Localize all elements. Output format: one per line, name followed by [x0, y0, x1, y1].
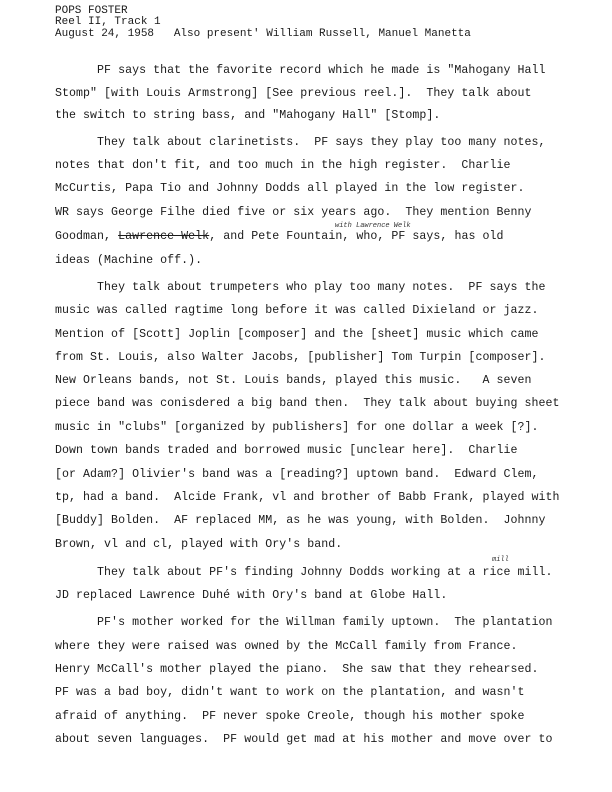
p1-line-2: Stomp" [with Louis Armstrong] [See previous reel.]. They talk about [55, 87, 532, 100]
p3-line-2: music was called ragtime long before it was called Dixieland or jazz. [55, 304, 539, 317]
mill-annotation: mill [492, 556, 509, 564]
header-date: August 24, 1958 Also present' William Russell, Manuel Manetta [55, 28, 471, 40]
p4-line-1: They talk about PF's finding Johnny Dodds working at a rice mill. [55, 566, 553, 579]
p3-line-11: [Buddy] Bolden. AF replaced MM, as he was young, with Bolden. Johnny [55, 514, 546, 527]
interlinear-annotation: with Lawrence Welk [335, 222, 411, 230]
p1-line-1: PF says that the favorite record which he made is "Mahogany Hall [55, 64, 546, 77]
p3-line-12: Brown, vl and cl, played with Ory's band. [55, 538, 343, 551]
p2-line-5a: Goodman, [55, 230, 119, 243]
p2-line-6: ideas (Machine off.). [55, 254, 203, 267]
p5-line-6: about seven languages. PF would get mad at his mother and move over to [55, 733, 553, 746]
p2-line-5b: , and Pete Fountain, who, PF says, has old [209, 230, 504, 243]
p3-line-8: Down town bands traded and borrowed music [unclear here]. Charlie [55, 444, 518, 457]
p3-line-5: New Orleans bands, not St. Louis bands, played this music. A seven [55, 374, 532, 387]
p3-line-6: piece band was conisdered a big band then. They talk about buying sheet [55, 397, 560, 410]
header-name: POPS FOSTER [55, 5, 128, 17]
struck-name: Lawrence Welk [118, 230, 210, 243]
p5-line-1: PF's mother worked for the Willman family uptown. The plantation [55, 616, 553, 629]
p5-line-3: Henry McCall's mother played the piano. She saw that they rehearsed. [55, 663, 539, 676]
p4-line-2: JD replaced Lawrence Duhé with Ory's band at Globe Hall. [55, 589, 448, 602]
p2-line-5 [55, 230, 504, 243]
p3-line-1: They talk about trumpeters who play too many notes. PF says the [55, 281, 546, 294]
p2-line-1: They talk about clarinetists. PF says they play too many notes, [55, 136, 546, 149]
p3-line-3: Mention of [Scott] Joplin [composer] and the [sheet] music which came [55, 328, 539, 341]
p3-line-4: from St. Louis, also Walter Jacobs, [publisher] Tom Turpin [composer]. [55, 351, 546, 364]
p1-line-3: the switch to string bass, and "Mahogany Hall" [Stomp]. [55, 109, 441, 122]
p3-line-10: tp, had a band. Alcide Frank, vl and brother of Babb Frank, played with [55, 491, 560, 504]
p2-line-3: McCurtis, Papa Tio and Johnny Dodds all played in the low register. [55, 182, 525, 195]
p5-line-4: PF was a bad boy, didn't want to work on the plantation, and wasn't [55, 686, 525, 699]
p5-line-2: where they were raised was owned by the McCall family from France. [55, 640, 518, 653]
p2-line-2: notes that don't fit, and too much in the high register. Charlie [55, 159, 511, 172]
p2-line-4: WR says George Filhe died five or six years ago. They mention Benny [55, 206, 532, 219]
p3-line-7: music in "clubs" [organized by publishers] for one dollar a week [?]. [55, 421, 539, 434]
header-reel: Reel II, Track 1 [55, 16, 161, 28]
p3-line-9: [or Adam?] Olivier's band was a [reading?] uptown band. Edward Clem, [55, 468, 539, 481]
p5-line-5: afraid of anything. PF never spoke Creole, though his mother spoke [55, 710, 525, 723]
